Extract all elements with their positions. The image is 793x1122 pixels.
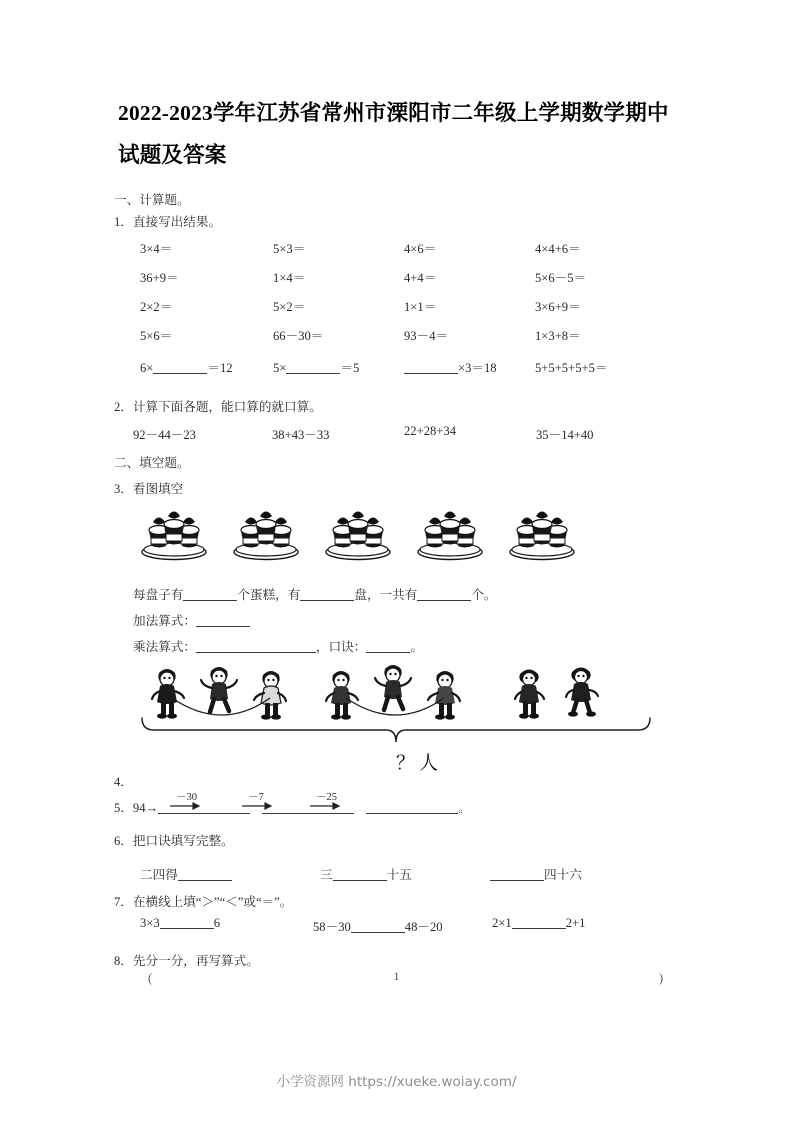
q1-r5c2-blank[interactable]	[286, 373, 340, 374]
section-heading-1: 一、计算题。	[114, 193, 190, 207]
q5-arrow-2	[242, 801, 278, 811]
q3-blank-multiplication[interactable]	[196, 652, 316, 653]
question-1-number: 1．	[114, 215, 133, 229]
q7-blank-2[interactable]	[351, 932, 405, 933]
q1-r2c3: 4+4＝	[404, 271, 437, 285]
q5-arrow-1	[170, 801, 206, 811]
q5-start: 94	[132, 801, 146, 815]
q2-item-3: 22+28+34	[404, 424, 456, 438]
q7-item-2	[313, 916, 443, 935]
q7-item-1	[140, 916, 220, 931]
q6-item2-post: 十五	[386, 868, 412, 882]
q6-item3-post: 四十六	[544, 868, 582, 882]
q3-blank-per-plate[interactable]	[183, 600, 237, 601]
q1-r3c1: 2×2＝	[140, 300, 173, 314]
q6-blank-1[interactable]	[178, 880, 232, 881]
cupcake-plate	[229, 503, 303, 561]
q1-r5c2-pre: 5×	[273, 361, 287, 375]
q1-r5c2-post: ＝5	[340, 361, 360, 375]
q5-end: 。	[458, 801, 471, 815]
q3-line1-d: 个。	[471, 588, 497, 602]
q6-item1-pre: 二四得	[140, 868, 178, 882]
cupcake-plate	[137, 503, 211, 561]
page-title: 2022-2023学年江苏省常州市溧阳市二年级上学期数学期中试题及答案	[118, 101, 669, 167]
footer-paren-left: (	[148, 971, 153, 985]
q1-r1c3: 4×6＝	[404, 242, 437, 256]
question-6-number: 6．	[114, 834, 133, 848]
q7-item2-left: 58－30	[313, 920, 351, 934]
question-7-text: 在横线上填“＞”“＜”或“＝”。	[132, 895, 293, 909]
cupcake-plate	[413, 503, 487, 561]
q5-blank-3[interactable]	[366, 813, 458, 814]
group-brace	[140, 712, 652, 753]
q1-r4c3: 93－4＝	[404, 329, 449, 343]
q3-line-2	[133, 610, 250, 629]
question-8-prompt	[114, 950, 259, 969]
q2-item-2: 38+43－33	[272, 428, 330, 442]
brace-label: ？人	[396, 753, 443, 774]
q6-blank-2[interactable]	[333, 880, 387, 881]
question-8-number: 8．	[114, 954, 133, 968]
question-7-prompt	[114, 891, 292, 910]
q3-blank-plates[interactable]	[300, 600, 354, 601]
question-3-prompt	[114, 478, 183, 497]
question-1-text: 直接写出结果。	[132, 215, 222, 229]
section-heading-2: 二、填空题。	[114, 456, 190, 470]
question-5	[114, 797, 471, 816]
q7-item2-right: 48－20	[404, 920, 443, 934]
question-6-prompt	[114, 830, 234, 849]
question-4-number: 4．	[114, 775, 133, 789]
question-1-prompt	[114, 211, 221, 230]
q6-item-2	[320, 864, 412, 883]
page-number: 1	[393, 971, 400, 983]
q7-item1-left: 3×3	[140, 916, 160, 930]
q3-line-1	[133, 584, 497, 603]
question-2-prompt	[114, 396, 322, 415]
q1-r4c1: 5×6＝	[140, 329, 173, 343]
q1-r5c4: 5+5+5+5+5＝	[535, 361, 608, 375]
q3-line-3	[133, 636, 423, 655]
q1-r5c3-post: ×3＝18	[458, 361, 497, 375]
q2-item-4: 35－14+40	[536, 428, 594, 442]
question-2-number: 2．	[114, 400, 133, 414]
q1-r5c1-blank[interactable]	[153, 373, 207, 374]
cupcake-plate	[321, 503, 395, 561]
q7-blank-3[interactable]	[512, 928, 566, 929]
q6-blank-3[interactable]	[490, 880, 544, 881]
q5-arrow: →	[145, 801, 159, 815]
q5-op-2: －7	[248, 792, 264, 803]
q3-line1-a: 每盘子有	[133, 588, 184, 602]
q3-line1-b: 个蛋糕，有	[237, 588, 301, 602]
question-7-number: 7．	[114, 895, 133, 909]
q1-r5c1-post: ＝12	[207, 361, 233, 375]
q1-r4c2: 66－30＝	[273, 329, 324, 343]
q7-blank-1[interactable]	[160, 928, 214, 929]
q1-r3c3: 1×1＝	[404, 300, 437, 314]
q1-r2c2: 1×4＝	[273, 271, 306, 285]
watermark: 小学资源网 https://xueke.woiay.com/	[276, 1074, 517, 1090]
q3-blank-formula[interactable]	[366, 652, 410, 653]
q5-blank-2[interactable]	[262, 813, 354, 814]
question-5-number: 5．	[114, 801, 133, 815]
q1-r1c1: 3×4＝	[140, 242, 173, 256]
q2-item-1: 92－44－23	[133, 428, 196, 442]
q6-item-1	[140, 864, 232, 883]
q1-r5c3-blank[interactable]	[404, 373, 458, 374]
q5-arrow-3	[310, 801, 346, 811]
q7-item-3	[492, 916, 585, 931]
q5-op-3: －25	[316, 792, 337, 803]
q3-addition-label: 加法算式：	[133, 614, 196, 628]
q3-line3-end: 。	[410, 640, 423, 654]
q3-blank-addition[interactable]	[196, 626, 250, 627]
q7-item1-right: 6	[213, 916, 220, 930]
q1-r2c4: 5×6－5＝	[535, 271, 587, 285]
question-3-text: 看图填空	[132, 482, 184, 496]
q5-op-1: －30	[176, 792, 197, 803]
q1-r3c4: 3×6+9＝	[535, 300, 581, 314]
q1-r2c1: 36+9＝	[140, 271, 179, 285]
question-2-text: 计算下面各题，能口算的就口算。	[132, 400, 322, 414]
question-6-text: 把口诀填写完整。	[132, 834, 234, 848]
q3-line1-c: 盘，一共有	[354, 588, 418, 602]
q3-blank-total[interactable]	[417, 600, 471, 601]
q7-item3-left: 2×1	[492, 916, 512, 930]
q7-item3-right: 2+1	[565, 916, 586, 930]
cupcake-plate	[505, 503, 579, 561]
q3-multiplication-label: 乘法算式：	[133, 640, 196, 654]
q5-blank-1[interactable]	[158, 813, 250, 814]
q1-r4c4: 1×3+8＝	[535, 329, 581, 343]
q3-line3-mid: ，口诀：	[315, 640, 367, 654]
q1-r5c3	[404, 357, 497, 376]
q6-item-3	[490, 864, 582, 883]
q6-item2-pre: 三	[320, 868, 333, 882]
q1-r5c1-pre: 6×	[140, 361, 154, 375]
q1-r5c1	[140, 357, 233, 376]
question-3-number: 3．	[114, 482, 133, 496]
q1-r5c2	[273, 357, 359, 376]
q1-r1c2: 5×3＝	[273, 242, 306, 256]
q1-r3c2: 5×2＝	[273, 300, 306, 314]
q1-r1c4: 4×4+6＝	[535, 242, 581, 256]
footer-paren-right: )	[659, 971, 664, 985]
question-8-text: 先分一分，再写算式。	[132, 954, 259, 968]
